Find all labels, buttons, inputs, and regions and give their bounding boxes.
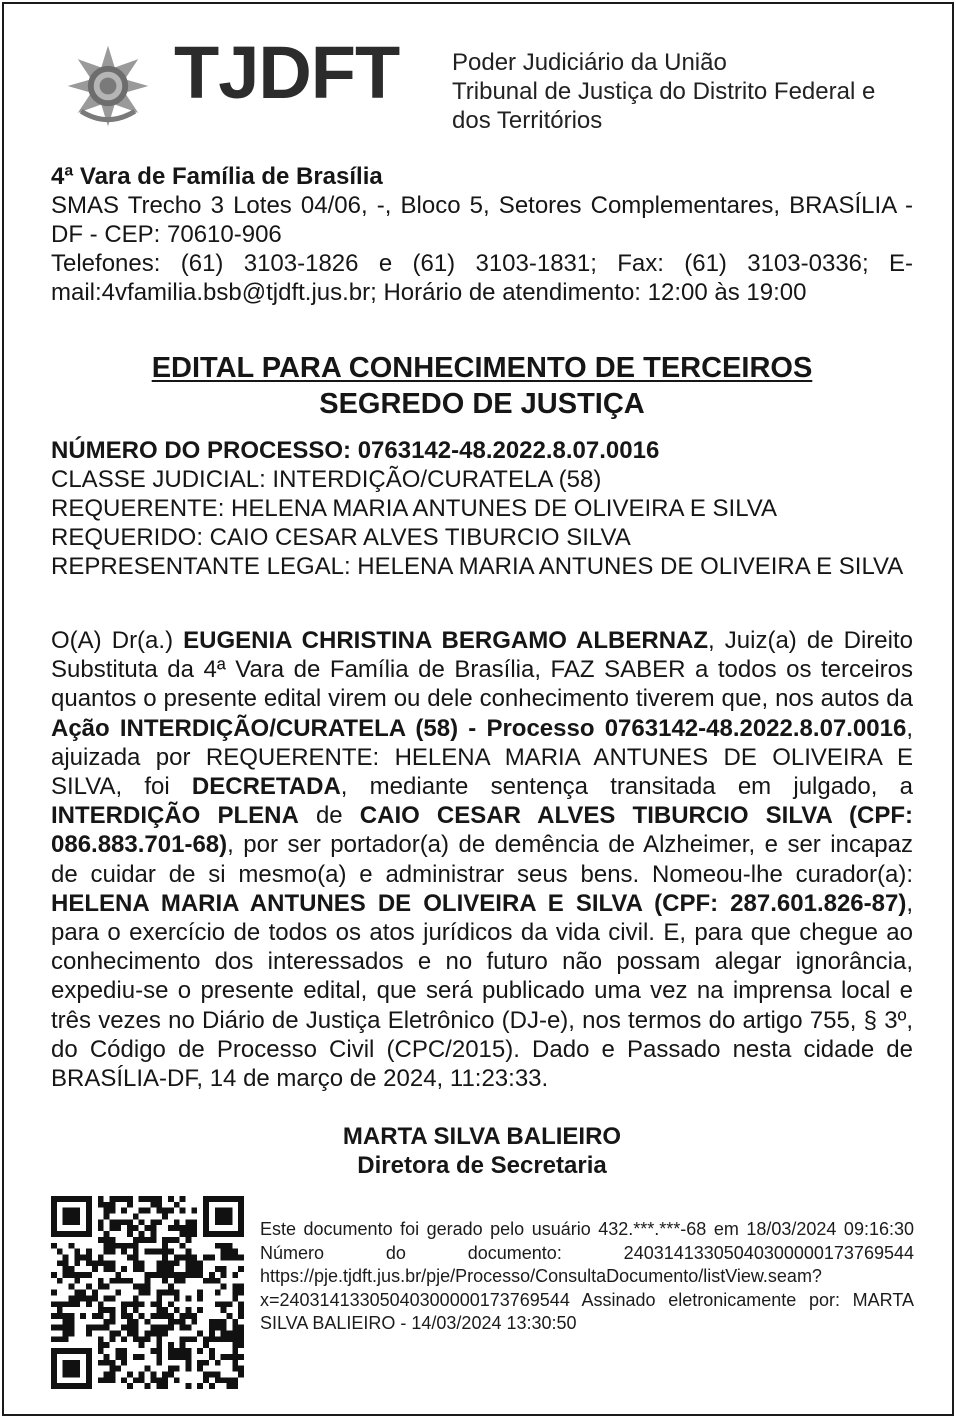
edict-title-line: EDITAL PARA CONHECIMENTO DE TERCEIROS (151, 352, 813, 384)
body-bold: CAIO CESAR ALVES TIBURCIO SILVA (CPF: 086.883.701-68) (51, 802, 913, 859)
case-number: NÚMERO DO PROCESSO: 0763142-48.2022.8.07.0016 (51, 437, 660, 464)
electronic-signature-note: Este documento foi gerado pelo usuário 432.***.***-68 em 18/03/2024 09:16:30 Número do documento: 24031413305040300000173769544 https://pje.tjdft.jus.br/pje/Processo/ConsultaDocumento/listView.seam?x=24031413305040300000173769544 Assinado eletronicamente por: MARTA SILVA BALIEIRO - 14/03/2024 13:30:50 (260, 1219, 914, 1333)
body-text: , Juiz(a) de Direito Substituta da 4ª Vara de Família de Brasília, FAZ SABER a todos os terceiros quantos o presente edital virem ou dele conhecimento tiverem que, nos autos da (51, 627, 913, 713)
body-text: , por ser portador(a) de demência de Alzheimer, e ser incapaz de cuidar de si mesmo(a) e administrar seus bens. Nomeou-lhe curador(a): (51, 831, 913, 888)
case-defendant: REQUERIDO: CAIO CESAR ALVES TIBURCIO SILVA (51, 524, 631, 551)
body-text: O(A) Dr(a.) (51, 627, 184, 654)
court-address: SMAS Trecho 3 Lotes 04/06, -, Bloco 5, Setores Complementares, BRASÍLIA -DF - CEP: 70610-906 (51, 192, 913, 248)
document-page (2, 2, 954, 1416)
court-info (51, 162, 913, 307)
edict-subtitle: SEGREDO DE JUSTIÇA (319, 388, 645, 420)
brazil-coat-of-arms-icon (66, 44, 150, 128)
signature-block (51, 1122, 913, 1180)
body-text: , para o exercício de todos os atos jurídicos da vida civil. E, para que chegue ao conhecimento dos interessados e no futuro não possam alegar ignorância, expediu-se o presente edital, que será publicado uma vez na imprensa local e três vezes no Diário de Justiça Eletrônico (DJ-e), nos termos do artigo 755, § 3º, do Código de Processo Civil (CPC/2015). Dado e Passado nesta cidade de BRASÍLIA-DF, 14 de março de 2024, 11:23:33. (51, 889, 913, 1093)
agency-name (452, 48, 922, 135)
court-contact: Telefones: (61) 3103-1826 e (61) 3103-1831; Fax: (61) 3103-0336; E-mail:4vfamilia.bsb@tjdft.jus.br; Horário de atendimento: 12:00 às 19:00 (51, 250, 913, 306)
body-bold: DECRETADA (191, 773, 341, 801)
case-class: CLASSE JUDICIAL: INTERDIÇÃO/CURATELA (58) (51, 466, 602, 493)
agency-line: dos Territórios (452, 107, 603, 134)
body-text: , mediante sentença transitada em julgado, a (340, 773, 913, 801)
qr-code-icon[interactable] (51, 1196, 244, 1389)
edict-title (51, 350, 913, 422)
body-text: , ajuizada por REQUERENTE: HELENA MARIA ANTUNES DE OLIVEIRA E SILVA, foi (51, 714, 913, 801)
case-representative: REPRESENTANTE LEGAL: HELENA MARIA ANTUNES DE OLIVEIRA E SILVA (51, 553, 904, 580)
body-bold: EUGENIA CHRISTINA BERGAMO ALBERNAZ (183, 627, 709, 654)
case-plaintiff: REQUERENTE: HELENA MARIA ANTUNES DE OLIVEIRA E SILVA (51, 495, 777, 522)
agency-line: Tribunal de Justiça do Distrito Federal e (452, 78, 876, 105)
case-details (51, 436, 913, 581)
court-name: 4ª Vara de Família de Brasília (51, 163, 383, 190)
agency-line: Poder Judiciário da União (452, 49, 727, 76)
body-bold: Ação INTERDIÇÃO/CURATELA (58) - Processo 0763142-48.2022.8.07.0016 (51, 714, 907, 742)
body-bold: HELENA MARIA ANTUNES DE OLIVEIRA E SILVA (CPF: 287.601.826-87) (51, 889, 907, 917)
body-bold: INTERDIÇÃO PLENA (51, 802, 299, 830)
letterhead (62, 31, 922, 140)
tjdft-logo: TJDFT (174, 31, 400, 114)
edict-body (51, 626, 913, 1093)
body-text: de (298, 802, 360, 830)
signer-role: Diretora de Secretaria (357, 1152, 607, 1179)
signer-name: MARTA SILVA BALIEIRO (342, 1123, 622, 1150)
